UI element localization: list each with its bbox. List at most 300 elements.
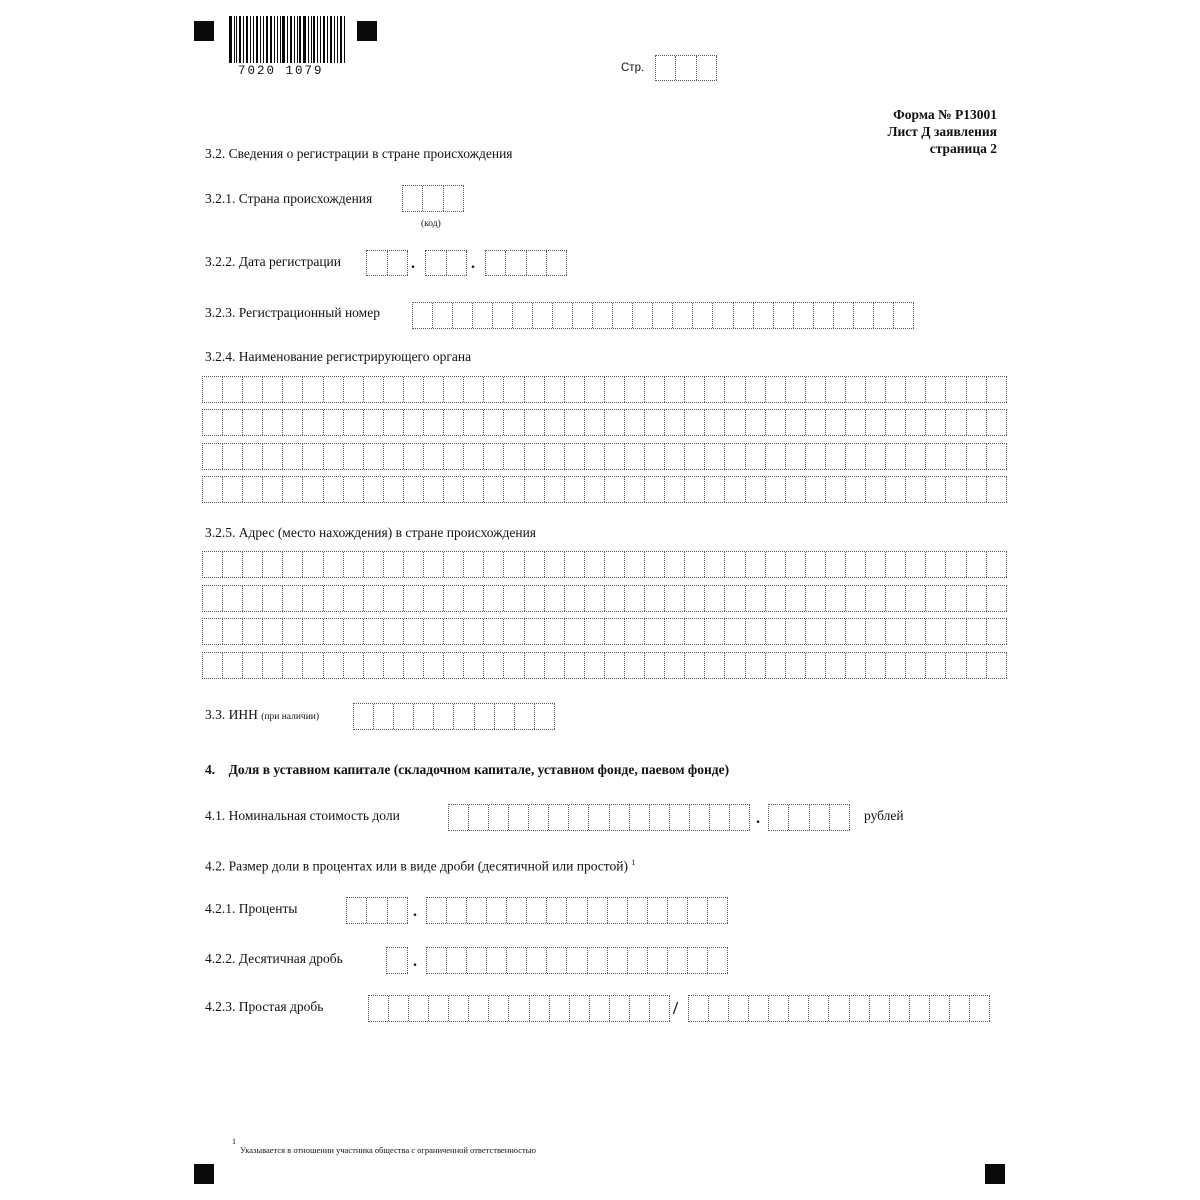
char-cell[interactable] xyxy=(987,653,1007,678)
char-cell[interactable] xyxy=(223,619,243,644)
char-cell[interactable] xyxy=(535,704,555,729)
char-cell[interactable] xyxy=(766,586,786,611)
char-cell[interactable] xyxy=(826,477,846,502)
char-cell[interactable] xyxy=(854,303,874,328)
char-cell[interactable] xyxy=(630,805,650,830)
char-cell[interactable] xyxy=(786,586,806,611)
char-cell[interactable] xyxy=(387,948,408,973)
char-cell[interactable] xyxy=(987,444,1007,469)
char-cell[interactable] xyxy=(826,619,846,644)
char-cell[interactable] xyxy=(384,377,404,402)
char-cell[interactable] xyxy=(454,704,474,729)
char-cell[interactable] xyxy=(565,410,585,435)
char-cell[interactable] xyxy=(506,251,526,275)
char-cell[interactable] xyxy=(364,653,384,678)
char-cell[interactable] xyxy=(645,619,665,644)
char-cell[interactable] xyxy=(447,898,467,923)
char-cell[interactable] xyxy=(673,303,693,328)
char-cell[interactable] xyxy=(525,377,545,402)
char-cell[interactable] xyxy=(653,303,673,328)
char-cell[interactable] xyxy=(886,586,906,611)
char-cell[interactable] xyxy=(547,948,567,973)
char-cell[interactable] xyxy=(567,948,587,973)
char-cell[interactable] xyxy=(444,477,464,502)
char-cell[interactable] xyxy=(434,704,454,729)
char-cell[interactable] xyxy=(987,586,1007,611)
char-cell[interactable] xyxy=(384,444,404,469)
char-cell[interactable] xyxy=(890,996,910,1021)
char-cell[interactable] xyxy=(645,586,665,611)
char-cell[interactable] xyxy=(926,377,946,402)
char-cell[interactable] xyxy=(705,653,725,678)
char-cell[interactable] xyxy=(513,303,533,328)
char-cell[interactable] xyxy=(886,410,906,435)
char-cell[interactable] xyxy=(529,805,549,830)
authority-row-1[interactable] xyxy=(202,376,1007,403)
char-cell[interactable] xyxy=(424,410,444,435)
char-cell[interactable] xyxy=(886,552,906,577)
char-cell[interactable] xyxy=(628,898,648,923)
char-cell[interactable] xyxy=(605,552,625,577)
char-cell[interactable] xyxy=(926,477,946,502)
char-cell[interactable] xyxy=(344,377,364,402)
char-cell[interactable] xyxy=(585,586,605,611)
char-cell[interactable] xyxy=(970,996,990,1021)
char-cell[interactable] xyxy=(668,948,688,973)
char-cell[interactable] xyxy=(404,410,424,435)
char-cell[interactable] xyxy=(846,377,866,402)
char-cell[interactable] xyxy=(484,410,504,435)
char-cell[interactable] xyxy=(846,410,866,435)
char-cell[interactable] xyxy=(384,619,404,644)
char-cell[interactable] xyxy=(344,410,364,435)
char-cell[interactable] xyxy=(670,805,690,830)
char-cell[interactable] xyxy=(404,477,424,502)
char-cell[interactable] xyxy=(846,586,866,611)
char-cell[interactable] xyxy=(565,444,585,469)
char-cell[interactable] xyxy=(906,477,926,502)
char-cell[interactable] xyxy=(469,996,489,1021)
char-cell[interactable] xyxy=(344,444,364,469)
char-cell[interactable] xyxy=(424,477,444,502)
char-cell[interactable] xyxy=(484,619,504,644)
char-cell[interactable] xyxy=(527,898,547,923)
char-cell[interactable] xyxy=(364,477,384,502)
char-cell[interactable] xyxy=(364,444,384,469)
char-cell[interactable] xyxy=(203,477,223,502)
char-cell[interactable] xyxy=(789,996,809,1021)
char-cell[interactable] xyxy=(509,996,529,1021)
char-cell[interactable] xyxy=(967,477,987,502)
char-cell[interactable] xyxy=(746,444,766,469)
char-cell[interactable] xyxy=(549,805,569,830)
char-cell[interactable] xyxy=(967,586,987,611)
char-cell[interactable] xyxy=(570,996,590,1021)
char-cell[interactable] xyxy=(223,410,243,435)
char-cell[interactable] xyxy=(223,653,243,678)
char-cell[interactable] xyxy=(665,377,685,402)
char-cell[interactable] xyxy=(625,619,645,644)
char-cell[interactable] xyxy=(689,996,709,1021)
char-cell[interactable] xyxy=(569,805,589,830)
char-cell[interactable] xyxy=(303,444,323,469)
char-cell[interactable] xyxy=(525,410,545,435)
char-cell[interactable] xyxy=(565,619,585,644)
char-cell[interactable] xyxy=(565,477,585,502)
char-cell[interactable] xyxy=(806,444,826,469)
char-cell[interactable] xyxy=(665,586,685,611)
char-cell[interactable] xyxy=(866,552,886,577)
reg-number-cells[interactable] xyxy=(412,302,914,329)
char-cell[interactable] xyxy=(424,552,444,577)
char-cell[interactable] xyxy=(906,586,926,611)
char-cell[interactable] xyxy=(713,303,733,328)
char-cell[interactable] xyxy=(946,410,966,435)
char-cell[interactable] xyxy=(645,552,665,577)
char-cell[interactable] xyxy=(866,586,886,611)
char-cell[interactable] xyxy=(243,619,263,644)
char-cell[interactable] xyxy=(507,898,527,923)
char-cell[interactable] xyxy=(705,377,725,402)
char-cell[interactable] xyxy=(484,653,504,678)
char-cell[interactable] xyxy=(870,996,890,1021)
char-cell[interactable] xyxy=(426,251,447,275)
char-cell[interactable] xyxy=(725,619,745,644)
char-cell[interactable] xyxy=(414,704,434,729)
char-cell[interactable] xyxy=(527,948,547,973)
char-cell[interactable] xyxy=(530,996,550,1021)
char-cell[interactable] xyxy=(645,377,665,402)
char-cell[interactable] xyxy=(809,996,829,1021)
char-cell[interactable] xyxy=(545,619,565,644)
char-cell[interactable] xyxy=(394,704,414,729)
char-cell[interactable] xyxy=(625,653,645,678)
char-cell[interactable] xyxy=(685,477,705,502)
char-cell[interactable] xyxy=(424,586,444,611)
char-cell[interactable] xyxy=(987,410,1007,435)
char-cell[interactable] xyxy=(946,477,966,502)
char-cell[interactable] xyxy=(404,619,424,644)
char-cell[interactable] xyxy=(433,303,453,328)
char-cell[interactable] xyxy=(469,805,489,830)
char-cell[interactable] xyxy=(593,303,613,328)
char-cell[interactable] xyxy=(467,898,487,923)
char-cell[interactable] xyxy=(967,552,987,577)
char-cell[interactable] xyxy=(650,805,670,830)
char-cell[interactable] xyxy=(665,444,685,469)
char-cell[interactable] xyxy=(283,377,303,402)
char-cell[interactable] xyxy=(585,410,605,435)
char-cell[interactable] xyxy=(364,377,384,402)
date-day-cells[interactable] xyxy=(366,250,408,276)
char-cell[interactable] xyxy=(766,377,786,402)
char-cell[interactable] xyxy=(550,996,570,1021)
decimal-integer-cells[interactable] xyxy=(386,947,408,974)
char-cell[interactable] xyxy=(846,653,866,678)
char-cell[interactable] xyxy=(705,410,725,435)
char-cell[interactable] xyxy=(475,704,495,729)
char-cell[interactable] xyxy=(515,704,535,729)
char-cell[interactable] xyxy=(926,444,946,469)
char-cell[interactable] xyxy=(303,552,323,577)
numerator-cells[interactable] xyxy=(368,995,670,1022)
char-cell[interactable] xyxy=(424,653,444,678)
char-cell[interactable] xyxy=(303,619,323,644)
char-cell[interactable] xyxy=(486,251,506,275)
char-cell[interactable] xyxy=(324,653,344,678)
char-cell[interactable] xyxy=(263,586,283,611)
char-cell[interactable] xyxy=(243,552,263,577)
char-cell[interactable] xyxy=(243,477,263,502)
char-cell[interactable] xyxy=(709,996,729,1021)
char-cell[interactable] xyxy=(746,552,766,577)
char-cell[interactable] xyxy=(886,377,906,402)
char-cell[interactable] xyxy=(725,586,745,611)
char-cell[interactable] xyxy=(409,996,429,1021)
char-cell[interactable] xyxy=(203,619,223,644)
char-cell[interactable] xyxy=(464,444,484,469)
char-cell[interactable] xyxy=(389,996,409,1021)
char-cell[interactable] xyxy=(786,410,806,435)
char-cell[interactable] xyxy=(487,898,507,923)
char-cell[interactable] xyxy=(384,477,404,502)
char-cell[interactable] xyxy=(786,444,806,469)
char-cell[interactable] xyxy=(444,444,464,469)
char-cell[interactable] xyxy=(573,303,593,328)
char-cell[interactable] xyxy=(685,444,705,469)
char-cell[interactable] xyxy=(829,996,849,1021)
char-cell[interactable] xyxy=(367,251,388,275)
char-cell[interactable] xyxy=(608,898,628,923)
char-cell[interactable] xyxy=(630,996,650,1021)
char-cell[interactable] xyxy=(826,586,846,611)
char-cell[interactable] xyxy=(906,653,926,678)
char-cell[interactable] xyxy=(605,619,625,644)
char-cell[interactable] xyxy=(504,586,524,611)
char-cell[interactable] xyxy=(427,948,447,973)
char-cell[interactable] xyxy=(746,653,766,678)
char-cell[interactable] xyxy=(484,552,504,577)
char-cell[interactable] xyxy=(906,619,926,644)
char-cell[interactable] xyxy=(710,805,730,830)
char-cell[interactable] xyxy=(866,444,886,469)
char-cell[interactable] xyxy=(729,996,749,1021)
char-cell[interactable] xyxy=(585,552,605,577)
char-cell[interactable] xyxy=(685,552,705,577)
char-cell[interactable] xyxy=(364,410,384,435)
char-cell[interactable] xyxy=(685,586,705,611)
char-cell[interactable] xyxy=(610,996,630,1021)
char-cell[interactable] xyxy=(766,444,786,469)
char-cell[interactable] xyxy=(967,377,987,402)
char-cell[interactable] xyxy=(525,619,545,644)
char-cell[interactable] xyxy=(806,619,826,644)
char-cell[interactable] xyxy=(705,477,725,502)
char-cell[interactable] xyxy=(967,619,987,644)
char-cell[interactable] xyxy=(685,410,705,435)
authority-row-4[interactable] xyxy=(202,476,1007,503)
char-cell[interactable] xyxy=(967,410,987,435)
char-cell[interactable] xyxy=(746,586,766,611)
char-cell[interactable] xyxy=(444,410,464,435)
char-cell[interactable] xyxy=(708,898,728,923)
char-cell[interactable] xyxy=(203,377,223,402)
char-cell[interactable] xyxy=(303,653,323,678)
char-cell[interactable] xyxy=(746,477,766,502)
char-cell[interactable] xyxy=(504,377,524,402)
char-cell[interactable] xyxy=(866,653,886,678)
char-cell[interactable] xyxy=(464,477,484,502)
char-cell[interactable] xyxy=(388,251,409,275)
char-cell[interactable] xyxy=(585,477,605,502)
char-cell[interactable] xyxy=(504,410,524,435)
char-cell[interactable] xyxy=(203,410,223,435)
char-cell[interactable] xyxy=(746,619,766,644)
char-cell[interactable] xyxy=(447,948,467,973)
char-cell[interactable] xyxy=(283,619,303,644)
char-cell[interactable] xyxy=(697,56,717,80)
char-cell[interactable] xyxy=(786,619,806,644)
char-cell[interactable] xyxy=(303,477,323,502)
char-cell[interactable] xyxy=(504,552,524,577)
char-cell[interactable] xyxy=(444,653,464,678)
char-cell[interactable] xyxy=(708,948,728,973)
char-cell[interactable] xyxy=(806,653,826,678)
char-cell[interactable] xyxy=(806,586,826,611)
char-cell[interactable] xyxy=(605,410,625,435)
char-cell[interactable] xyxy=(424,377,444,402)
address-row-2[interactable] xyxy=(202,585,1007,612)
char-cell[interactable] xyxy=(725,410,745,435)
char-cell[interactable] xyxy=(525,444,545,469)
authority-row-3[interactable] xyxy=(202,443,1007,470)
char-cell[interactable] xyxy=(585,444,605,469)
char-cell[interactable] xyxy=(613,303,633,328)
char-cell[interactable] xyxy=(364,586,384,611)
char-cell[interactable] xyxy=(525,586,545,611)
char-cell[interactable] xyxy=(545,444,565,469)
char-cell[interactable] xyxy=(987,619,1007,644)
char-cell[interactable] xyxy=(344,477,364,502)
char-cell[interactable] xyxy=(645,410,665,435)
char-cell[interactable] xyxy=(495,704,515,729)
char-cell[interactable] xyxy=(688,948,708,973)
char-cell[interactable] xyxy=(367,898,387,923)
char-cell[interactable] xyxy=(906,444,926,469)
char-cell[interactable] xyxy=(545,377,565,402)
char-cell[interactable] xyxy=(404,586,424,611)
char-cell[interactable] xyxy=(464,653,484,678)
char-cell[interactable] xyxy=(665,653,685,678)
char-cell[interactable] xyxy=(504,653,524,678)
char-cell[interactable] xyxy=(967,653,987,678)
char-cell[interactable] xyxy=(769,805,789,830)
char-cell[interactable] xyxy=(449,996,469,1021)
country-code-cells[interactable] xyxy=(402,185,464,212)
char-cell[interactable] xyxy=(553,303,573,328)
char-cell[interactable] xyxy=(404,377,424,402)
char-cell[interactable] xyxy=(826,410,846,435)
char-cell[interactable] xyxy=(656,56,676,80)
char-cell[interactable] xyxy=(926,619,946,644)
char-cell[interactable] xyxy=(467,948,487,973)
char-cell[interactable] xyxy=(648,898,668,923)
address-row-4[interactable] xyxy=(202,652,1007,679)
char-cell[interactable] xyxy=(263,377,283,402)
char-cell[interactable] xyxy=(283,552,303,577)
decimal-fraction-cells[interactable] xyxy=(426,947,728,974)
char-cell[interactable] xyxy=(404,552,424,577)
char-cell[interactable] xyxy=(374,704,394,729)
char-cell[interactable] xyxy=(344,619,364,644)
char-cell[interactable] xyxy=(794,303,814,328)
char-cell[interactable] xyxy=(625,377,645,402)
char-cell[interactable] xyxy=(444,377,464,402)
char-cell[interactable] xyxy=(725,377,745,402)
char-cell[interactable] xyxy=(364,552,384,577)
char-cell[interactable] xyxy=(585,619,605,644)
char-cell[interactable] xyxy=(866,410,886,435)
char-cell[interactable] xyxy=(810,805,830,830)
char-cell[interactable] xyxy=(347,898,367,923)
char-cell[interactable] xyxy=(946,653,966,678)
char-cell[interactable] xyxy=(725,477,745,502)
char-cell[interactable] xyxy=(754,303,774,328)
char-cell[interactable] xyxy=(645,653,665,678)
char-cell[interactable] xyxy=(734,303,754,328)
char-cell[interactable] xyxy=(565,377,585,402)
char-cell[interactable] xyxy=(826,552,846,577)
char-cell[interactable] xyxy=(846,552,866,577)
char-cell[interactable] xyxy=(789,805,809,830)
char-cell[interactable] xyxy=(786,377,806,402)
char-cell[interactable] xyxy=(324,619,344,644)
char-cell[interactable] xyxy=(589,805,609,830)
char-cell[interactable] xyxy=(846,444,866,469)
char-cell[interactable] xyxy=(384,410,404,435)
char-cell[interactable] xyxy=(766,653,786,678)
char-cell[interactable] xyxy=(263,619,283,644)
char-cell[interactable] xyxy=(826,377,846,402)
char-cell[interactable] xyxy=(826,653,846,678)
char-cell[interactable] xyxy=(786,477,806,502)
char-cell[interactable] xyxy=(203,444,223,469)
char-cell[interactable] xyxy=(693,303,713,328)
char-cell[interactable] xyxy=(605,444,625,469)
char-cell[interactable] xyxy=(484,377,504,402)
char-cell[interactable] xyxy=(243,586,263,611)
char-cell[interactable] xyxy=(806,552,826,577)
char-cell[interactable] xyxy=(746,377,766,402)
char-cell[interactable] xyxy=(283,410,303,435)
char-cell[interactable] xyxy=(946,377,966,402)
char-cell[interactable] xyxy=(665,410,685,435)
char-cell[interactable] xyxy=(364,619,384,644)
char-cell[interactable] xyxy=(507,948,527,973)
char-cell[interactable] xyxy=(404,444,424,469)
char-cell[interactable] xyxy=(384,552,404,577)
char-cell[interactable] xyxy=(223,552,243,577)
char-cell[interactable] xyxy=(223,477,243,502)
char-cell[interactable] xyxy=(585,377,605,402)
date-year-cells[interactable] xyxy=(485,250,567,276)
char-cell[interactable] xyxy=(967,444,987,469)
char-cell[interactable] xyxy=(504,619,524,644)
char-cell[interactable] xyxy=(493,303,513,328)
char-cell[interactable] xyxy=(866,619,886,644)
char-cell[interactable] xyxy=(926,552,946,577)
char-cell[interactable] xyxy=(605,377,625,402)
